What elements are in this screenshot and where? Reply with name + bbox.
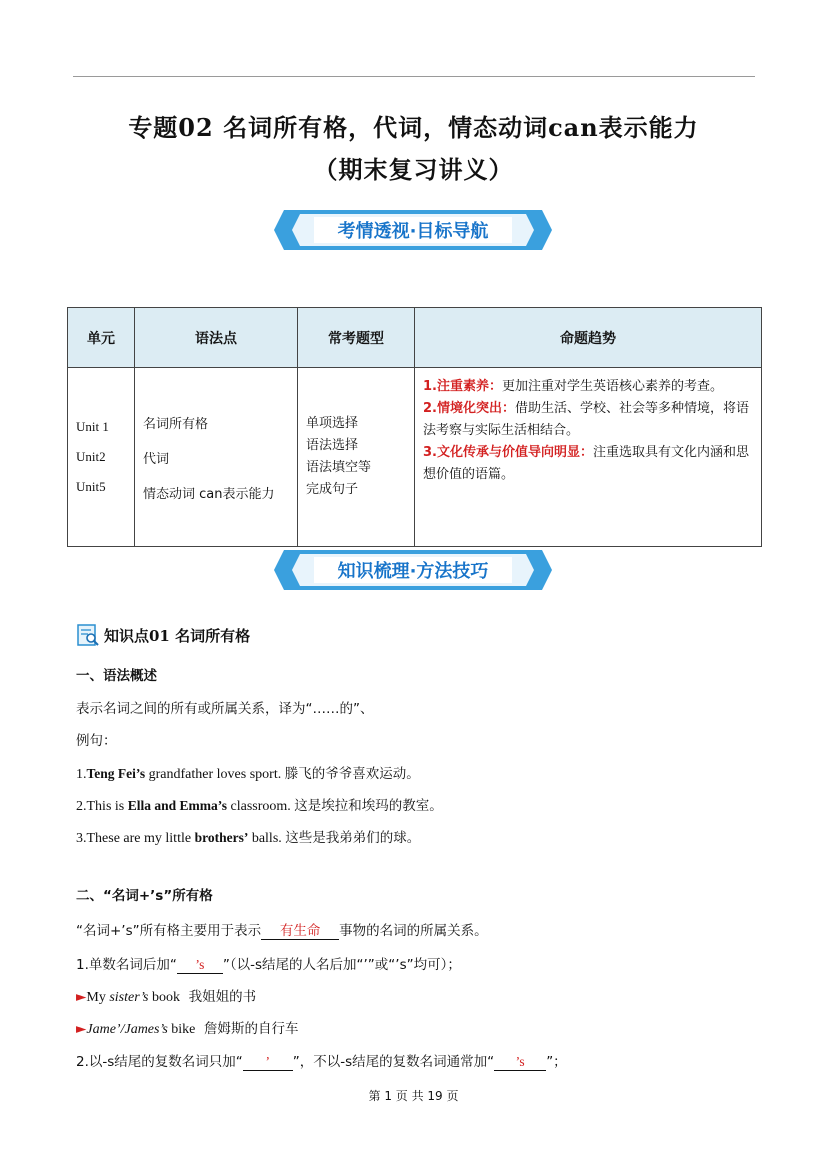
trend-label: 2.情境化突出：	[423, 401, 515, 416]
grammar-item: 代词	[143, 451, 170, 467]
question-type-item: 完成句子	[306, 482, 359, 497]
trend-item	[423, 376, 753, 398]
rule1-example-1: ►My sister’s book 我姐姐的书	[76, 989, 257, 1005]
answer-blank: 有生命	[261, 919, 339, 940]
rule1-example-2: ►Jame’/James’s bike 詹姆斯的自行车	[76, 1021, 299, 1037]
book-search-icon	[76, 623, 100, 647]
question-type-item: 语法选择	[306, 438, 359, 453]
section1-heading: 一、语法概述	[76, 668, 157, 684]
trend-item	[423, 442, 753, 486]
example-sentence-1: 1.Teng Fei’s grandfather loves sport. 滕飞的爷爷喜欢运动。	[76, 766, 420, 782]
section2-line1: “名词+’s”所有格主要用于表示 有生命 事物的名词的所属关系。	[76, 919, 488, 940]
knowledge-point-heading	[76, 622, 250, 648]
trend-text: 注重选取具有文化内涵和思想价值的语篇。	[423, 445, 749, 482]
triangle-bullet-icon: ►	[76, 989, 87, 1005]
example-sentence-3: 3.These are my little brothers’ balls. 这些是我弟弟们的球。	[76, 830, 421, 846]
knowledge-point-title: 知识点01 名词所有格	[104, 626, 251, 645]
header-grammar: 语法点	[135, 308, 298, 368]
trend-text: 更加注重对学生英语核心素养的考查。	[501, 379, 723, 394]
trend-item	[423, 398, 753, 442]
trend-label: 1.注重素养：	[423, 379, 502, 394]
unit-item: Unit2	[76, 449, 106, 464]
unit-item: Unit5	[76, 479, 106, 494]
question-type-item: 单项选择	[306, 416, 359, 431]
unit-item: Unit 1	[76, 419, 109, 434]
answer-blank: ’s	[494, 1054, 546, 1071]
header-question-type: 常考题型	[298, 308, 415, 368]
grammar-item: 名词所有格	[143, 416, 209, 432]
page-subtitle: （期末复习讲义）	[313, 155, 514, 184]
cell-units	[68, 368, 135, 547]
header-trend: 命题趋势	[415, 308, 762, 368]
cell-question-types	[298, 368, 415, 547]
answer-blank: ’	[243, 1054, 293, 1071]
section2-rule2: 2.以-s结尾的复数名词只加“ ’ ”，不以-s结尾的复数名词通常加“ ’s ”；	[76, 1054, 567, 1070]
exam-overview-table	[67, 307, 762, 547]
triangle-bullet-icon: ►	[76, 1021, 87, 1037]
banner-label: 知识梳理·方法技巧	[337, 561, 489, 582]
section2-rule1: 1.单数名词后加“ ’s ”（以-s结尾的人名后加“’”或“’s”均可）；	[76, 957, 461, 973]
trend-text: 借助生活、学校、社会等多种情境，将语法考察与实际生活相结合。	[423, 401, 749, 438]
answer-blank: ’s	[177, 957, 223, 974]
cell-grammar-points	[135, 368, 298, 547]
trend-label: 3.文化传承与价值导向明显：	[423, 445, 593, 460]
section1-intro: 表示名词之间的所有或所属关系，译为“……的”、	[76, 701, 374, 717]
header-unit: 单元	[68, 308, 135, 368]
page-title: 专题02 名词所有格，代词，情态动词can表示能力	[128, 113, 699, 142]
banner-exam-overview	[274, 206, 552, 254]
cell-trends	[415, 368, 762, 547]
grammar-item: 情态动词 can表示能力	[143, 486, 275, 502]
header-rule	[73, 76, 755, 77]
page-footer: 第 1 页 共 19 页	[368, 1089, 459, 1103]
example-sentence-2: 2.This is Ella and Emma’s classroom. 这是埃拉和埃玛的教室。	[76, 798, 443, 814]
example-label: 例句：	[76, 733, 117, 749]
banner-label: 考情透视·目标导航	[337, 221, 489, 242]
section2-heading: 二、“名词+’s”所有格	[76, 888, 213, 904]
banner-knowledge	[274, 546, 552, 594]
question-type-item: 语法填空等	[306, 460, 372, 475]
